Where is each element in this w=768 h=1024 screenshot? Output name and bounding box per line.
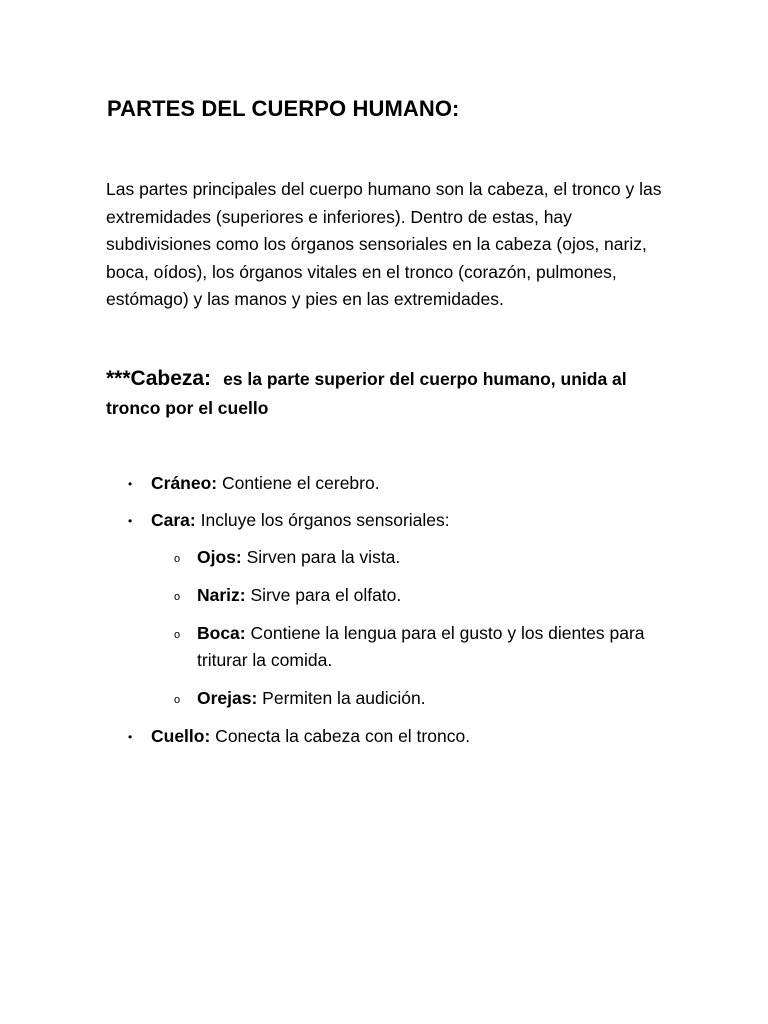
item-term: Orejas: <box>197 688 258 708</box>
item-term: Ojos: <box>197 547 242 567</box>
item-term: Cuello: <box>151 726 211 746</box>
bullet-dot-icon: • <box>128 514 133 528</box>
item-text: Conecta la cabeza con el tronco. <box>210 726 471 746</box>
item-text: Incluye los órganos sensoriales: <box>195 510 450 530</box>
item-term: Cráneo: <box>151 473 218 493</box>
intro-paragraph: Las partes principales del cuerpo humano son la cabeza, el tronco y las extremidades (superiores e inferiores). Dentro de estas, hay subdivisiones como los órganos sensoriales en la cabeza (ojos, nariz, boca, oídos), los órganos vitales en el tronco (corazón, pulmones, estómago) y las manos y pies en las extremidades. <box>106 179 662 309</box>
bullet-circle-icon: o <box>174 553 181 565</box>
list-item-orejas <box>0 685 667 712</box>
list-item-cara <box>0 507 768 534</box>
bullet-circle-icon: o <box>174 629 181 641</box>
list-item-craneo <box>0 470 768 497</box>
item-term: Boca: <box>197 623 246 643</box>
list-item-nariz <box>0 582 667 609</box>
item-text: Contiene el cerebro. <box>217 473 380 493</box>
page-title: PARTES DEL CUERPO HUMANO: <box>107 96 460 121</box>
heading-description: es la parte superior del cuerpo humano, unida al tronco por el cuello <box>106 369 627 418</box>
list-item-ojos <box>0 544 667 571</box>
list-item-cuello <box>0 723 768 750</box>
item-text: Sirve para el olfato. <box>245 585 402 605</box>
bullet-circle-icon: o <box>174 591 181 603</box>
item-text: Contiene la lengua para el gusto y los dientes para triturar la comida. <box>197 623 645 670</box>
section-heading-cabeza <box>106 364 666 423</box>
bullet-dot-icon: • <box>128 477 133 491</box>
item-text: Permiten la audición. <box>257 688 426 708</box>
item-text: Sirven para la vista. <box>241 547 401 567</box>
heading-stars: *** <box>106 367 131 390</box>
list-item-boca <box>0 620 667 674</box>
bullet-circle-icon: o <box>174 694 181 706</box>
heading-word: Cabeza: <box>130 367 212 390</box>
bullet-dot-icon: • <box>128 730 133 744</box>
item-term: Nariz: <box>197 585 246 605</box>
item-term: Cara: <box>151 510 196 530</box>
body-parts-list <box>0 470 768 760</box>
